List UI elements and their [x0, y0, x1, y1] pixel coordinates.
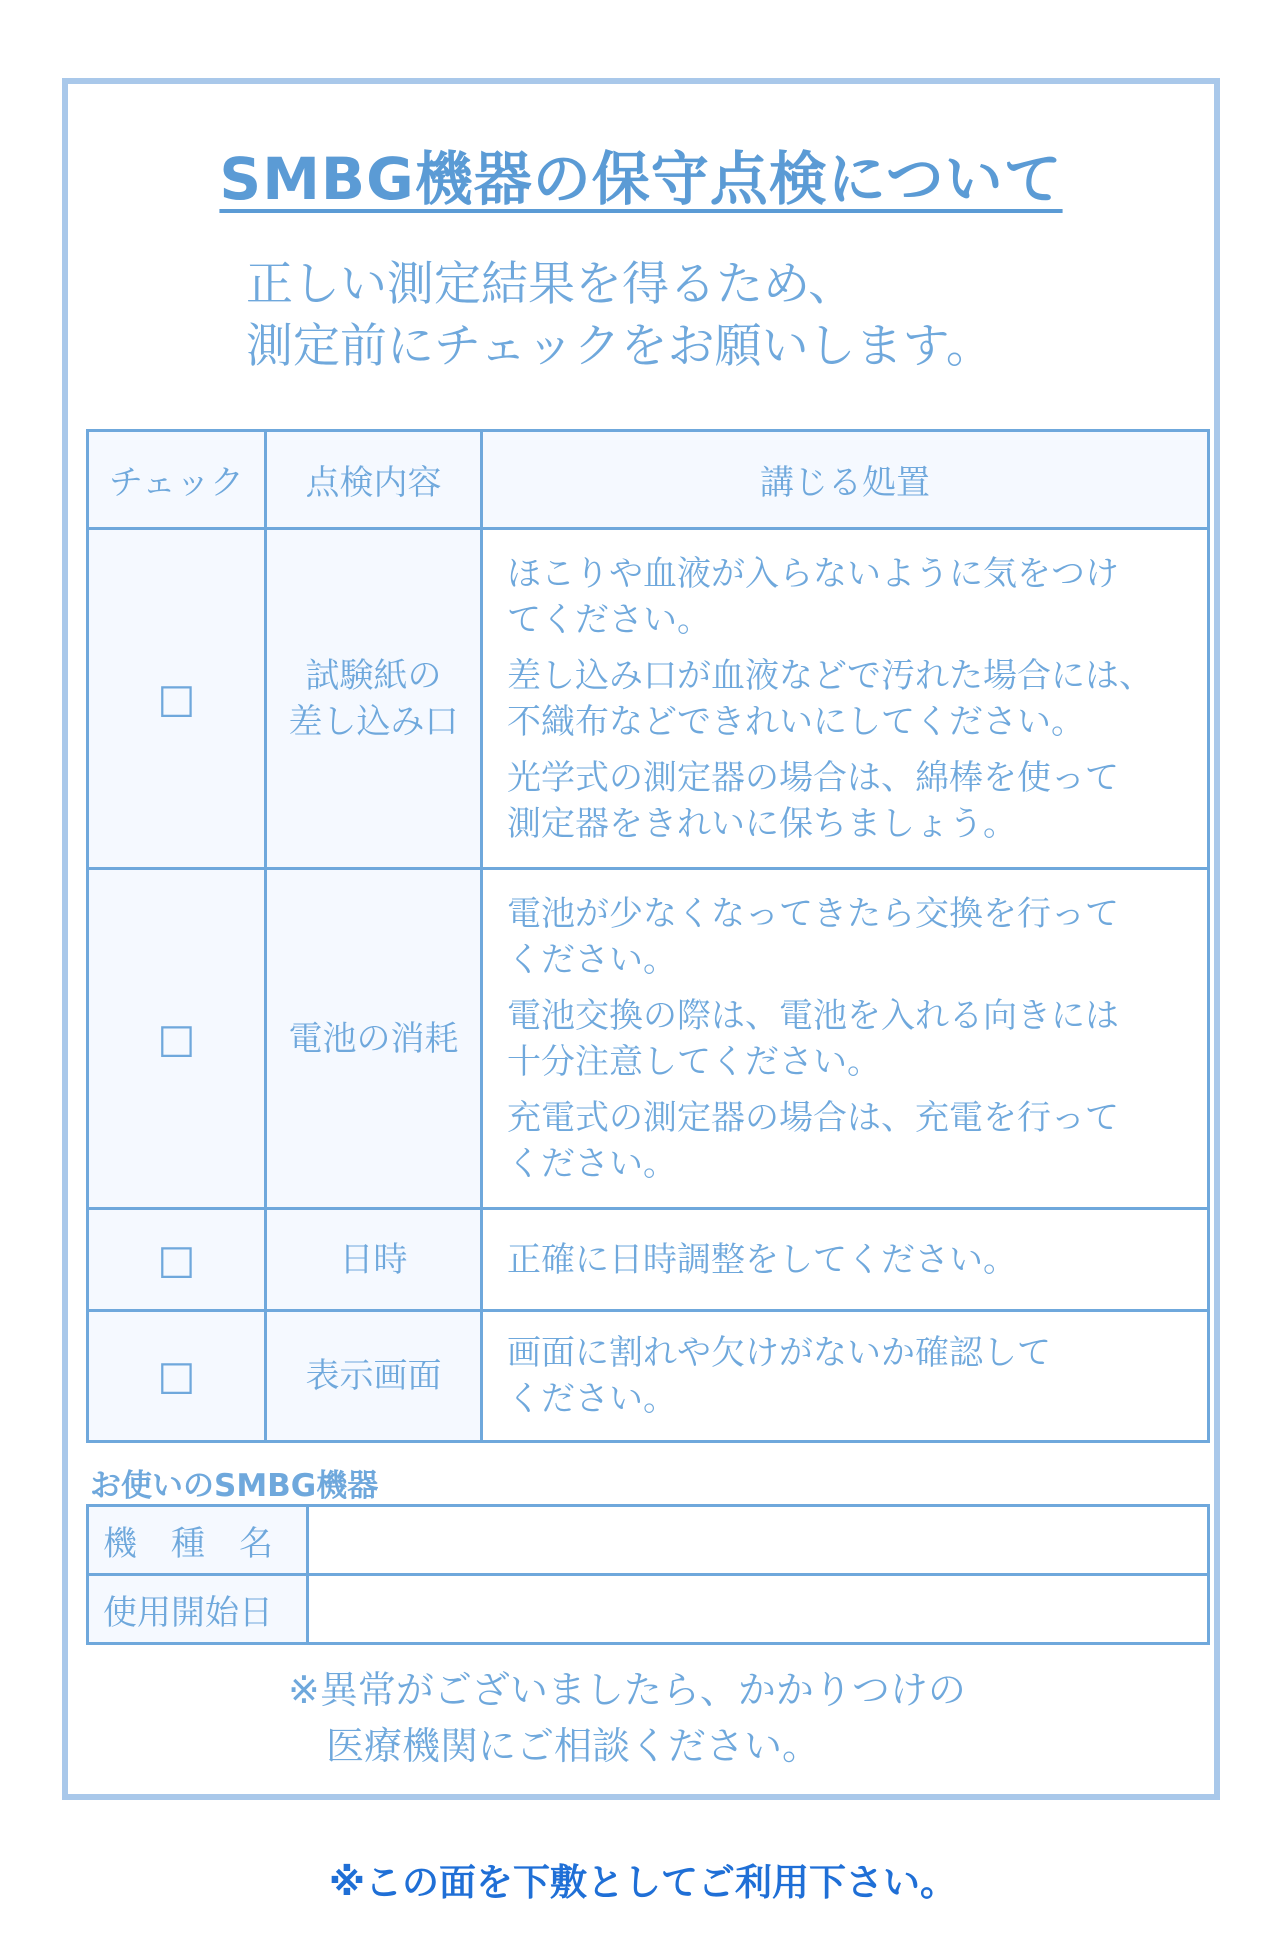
header-item: 点検内容 — [266, 431, 482, 529]
checkbox[interactable]: □ — [88, 1209, 266, 1311]
device-section-label: お使いのSMBG機器 — [90, 1468, 379, 1504]
notice-text — [288, 1662, 966, 1774]
action-cell — [482, 1311, 1209, 1442]
action-cell — [482, 529, 1209, 869]
model-name-field[interactable] — [308, 1506, 1209, 1575]
action-text: ほこりや血液が入らないように気をつけ てください。 — [507, 553, 1119, 640]
header-action: 講じる処置 — [482, 431, 1209, 529]
item-label: 表示画面 — [266, 1311, 482, 1442]
item-label: 電池の消耗 — [266, 869, 482, 1209]
page-title: SMBG機器の保守点検について — [219, 145, 1063, 213]
model-name-label: 機 種 名 — [88, 1506, 308, 1575]
item-label: 日時 — [266, 1209, 482, 1311]
item-label — [266, 529, 482, 869]
device-row — [88, 1575, 1209, 1644]
subtitle — [246, 254, 993, 378]
notice-line-2: 医療機関にご相談ください。 — [326, 1724, 821, 1768]
table-row — [88, 1209, 1209, 1311]
start-date-field[interactable] — [308, 1575, 1209, 1644]
action-text: 電池が少なくなってきたら交換を行って ください。 — [507, 893, 1119, 980]
item-label-line: 差し込み口 — [288, 701, 459, 742]
start-date-label: 使用開始日 — [88, 1575, 308, 1644]
action-text: 画面に割れや欠けがないか確認して ください。 — [507, 1333, 1051, 1419]
checkbox[interactable]: □ — [88, 529, 266, 869]
subtitle-line-2: 測定前にチェックをお願いします。 — [246, 319, 993, 374]
action-text: 電池交換の際は、電池を入れる向きには 十分注意してください。 — [507, 995, 1119, 1082]
footer-note: ※この面を下敷としてご利用下さい。 — [329, 1861, 957, 1904]
action-text: 差し込み口が血液などで汚れた場合には、 不織布などできれいにしてください。 — [507, 655, 1153, 742]
checklist-card — [62, 78, 1220, 1800]
table-header-row — [88, 431, 1209, 529]
device-row — [88, 1506, 1209, 1575]
device-table — [86, 1504, 1210, 1645]
table-row — [88, 1311, 1209, 1442]
table-row — [88, 529, 1209, 869]
inspection-table — [86, 429, 1210, 1443]
subtitle-line-1: 正しい測定結果を得るため、 — [246, 257, 856, 312]
action-text: 光学式の測定器の場合は、綿棒を使って 測定器をきれいに保ちましょう。 — [507, 757, 1119, 844]
table-row — [88, 869, 1209, 1209]
header-check: チェック — [88, 431, 266, 529]
checkbox[interactable]: □ — [88, 869, 266, 1209]
action-text: 正確に日時調整をしてください。 — [507, 1239, 1017, 1280]
notice-line-1: ※異常がございましたら、かかりつけの — [288, 1668, 966, 1712]
action-cell — [482, 869, 1209, 1209]
checkbox[interactable]: □ — [88, 1311, 266, 1442]
item-label-line: 試験紙の — [305, 655, 442, 696]
action-cell — [482, 1209, 1209, 1311]
action-text: 充電式の測定器の場合は、充電を行って ください。 — [507, 1097, 1119, 1184]
